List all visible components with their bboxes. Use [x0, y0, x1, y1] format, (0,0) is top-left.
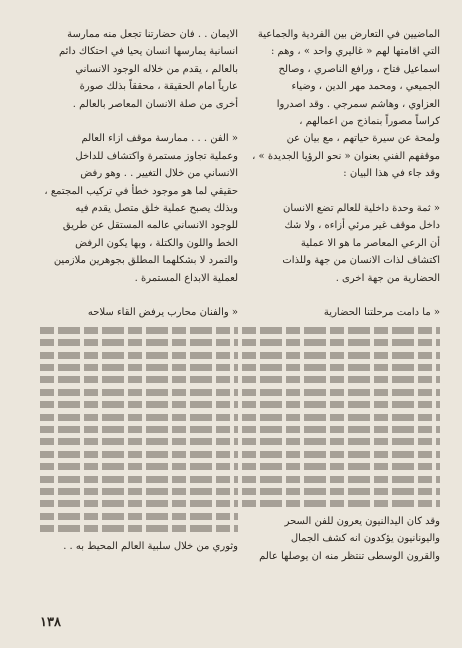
text-line: والتمرد لا بشكلهما المطلق بجوهرين ملازمين	[53, 255, 238, 267]
illegible-line	[242, 451, 440, 458]
illegible-line	[40, 339, 238, 346]
illegible-line	[40, 352, 238, 359]
text-line: داخل موقف غير مرئي أزاءه ، ولا شك	[284, 220, 440, 232]
text-line: الانساني من خلال التغيير . . وهو رفض	[80, 168, 238, 180]
illegible-line	[40, 438, 238, 445]
illegible-line	[40, 414, 238, 421]
text-line: حقيقي لما هو موجود خطأ في تركيب المجتمع ،	[44, 185, 238, 197]
illegible-line	[40, 476, 238, 483]
text-line: وقد كان اليدالنيون يعرون للفن السحر	[284, 515, 440, 527]
text-line: واليونانيون يؤكدون انه كشف الجمال	[290, 533, 440, 545]
illegible-line	[242, 438, 440, 445]
text-line: « ثمة وحدة داخلية للعالم تضع الانسان	[282, 203, 440, 215]
illegible-line	[40, 513, 238, 520]
illegible-line	[242, 376, 440, 383]
illegible-line	[40, 364, 238, 371]
text-line: الخط واللون والكتلة ، وبها يكون الرفض	[75, 237, 238, 249]
text-line: اسماعيل فتاح ، ورافع الناصري ، وصالح	[278, 63, 440, 75]
text-line: انسانية يمارسها انسان يحيا في احتكاك دائم	[59, 46, 238, 58]
illegible-line	[242, 476, 440, 483]
text-line: التي اقامتها لهم « غاليري واحد » ، وهم :	[270, 46, 440, 58]
illegible-line	[242, 488, 440, 495]
paragraph-gap	[40, 113, 238, 130]
illegible-line	[242, 426, 440, 433]
text-line: أخرى من صلة الانسان المعاصر بالعالم .	[72, 98, 238, 110]
illegible-line	[242, 389, 440, 396]
paragraph-gap	[242, 183, 440, 200]
text-line: « الفن . . . ممارسة موقف ازاء العالم	[81, 133, 238, 145]
illegible-line	[40, 488, 238, 495]
illegible-line	[40, 376, 238, 383]
text-line: لعملية الابداع المستمرة .	[134, 272, 238, 284]
illegible-line	[242, 500, 440, 507]
text-line: اكتشاف لذات الانسان من جهة وللذات	[282, 255, 440, 267]
text-line: « ما دامت مرحلتنا الحضارية	[323, 307, 440, 319]
text-line: للوجود الانساني عالمه المستقل عن طريق	[62, 220, 238, 232]
text-line: الماضيين في التعارض بين الفردية والجماعية	[257, 29, 440, 40]
text-line: موقفهم الفني بعنوان « نحو الرؤيا الجديدة » ،	[252, 150, 440, 162]
right-text-column	[242, 26, 440, 565]
illegible-line	[242, 352, 440, 359]
text-line: كراساً مصوراً بنماذج من اعمالهم ،	[299, 116, 440, 128]
illegible-line	[242, 401, 440, 408]
illegible-line	[242, 364, 440, 371]
illegible-line	[40, 525, 238, 532]
illegible-line	[242, 339, 440, 346]
text-line: بالعالم ، يقدم من خلاله الوجود الانساني	[75, 63, 238, 75]
text-line: ولمحة عن سيرة حياتهم ، مع بيان عن	[286, 133, 440, 145]
left-text-column	[40, 26, 238, 555]
illegible-line	[40, 463, 238, 470]
illegible-line	[242, 463, 440, 470]
illegible-line	[40, 426, 238, 433]
illegible-line	[40, 327, 238, 334]
text-line: الجميعي ، ومحمد مهر الدين ، وضياء	[291, 81, 440, 93]
text-line: وثوري من خلال سلبية العالم المحيط به . .	[63, 540, 238, 552]
text-line: والقرون الوسطى تنتظر منه ان يوصلها عالم	[259, 550, 440, 562]
text-line: وبذلك يصبح عملية خلق متصل يقدم فيه	[75, 203, 238, 215]
illegible-line	[40, 500, 238, 507]
illegible-line	[40, 401, 238, 408]
text-line: الايمان . . فان حضارتنا تجعل منه ممارسة	[67, 29, 238, 40]
text-line: الحضارية من جهة اخرى .	[335, 272, 440, 284]
paragraph-gap	[40, 287, 238, 304]
text-line: أن الرعي المعاصر ما هو الا عملية	[300, 237, 440, 249]
illegible-line	[40, 389, 238, 396]
paragraph-gap	[242, 287, 440, 304]
text-line: وعملية تجاوز مستمرة واكتشاف للداخل	[75, 150, 238, 162]
text-line: « والفنان محارب يرفض القاء سلاحه	[87, 307, 238, 319]
page-number: ١٣٨	[40, 615, 61, 630]
text-line: عارياً امام الحقيقة ، محققاً بذلك صورة	[79, 81, 238, 93]
illegible-line	[242, 327, 440, 334]
text-line: وقد جاء في هذا البيان :	[343, 168, 440, 180]
illegible-line	[242, 414, 440, 421]
text-line: العزاوي ، وهاشم سمرجي . وقد اصدروا	[276, 98, 440, 110]
illegible-line	[40, 451, 238, 458]
